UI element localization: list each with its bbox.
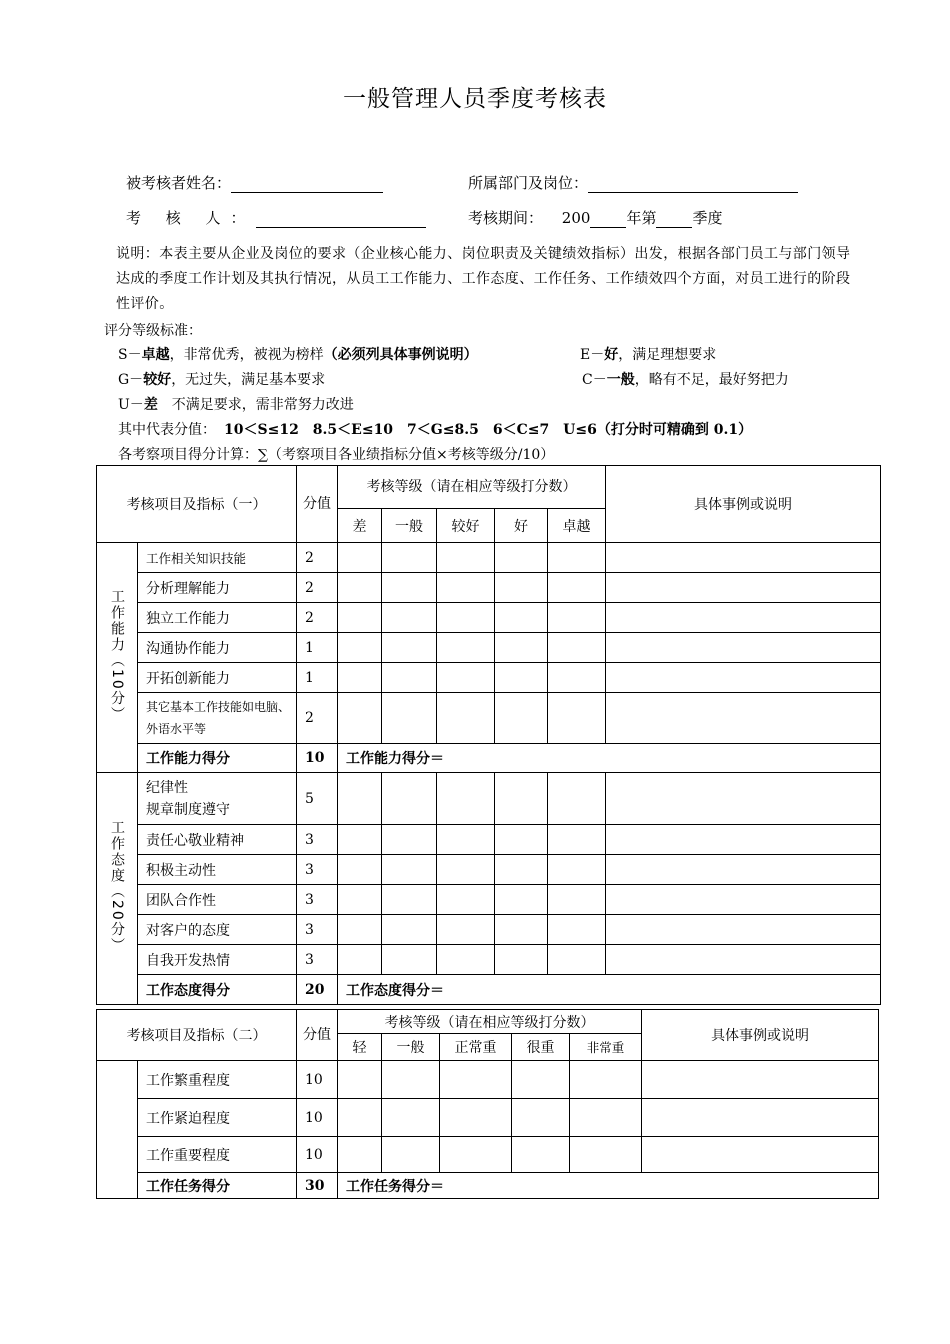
item-score: 1: [297, 663, 338, 693]
quarter-blank[interactable]: [656, 211, 692, 228]
grade-cell[interactable]: [437, 573, 495, 603]
remark-cell[interactable]: [606, 773, 881, 825]
grade-cell[interactable]: [382, 773, 437, 825]
item-name: 对客户的态度: [138, 915, 297, 945]
total-row: [97, 744, 881, 773]
grade-cell[interactable]: [382, 1061, 440, 1099]
grade-cell[interactable]: [338, 915, 382, 945]
grade-e: E－好，满足理想要求: [580, 347, 717, 363]
item-score: 5: [297, 773, 338, 825]
name-label: 被考核者姓名：: [126, 174, 232, 192]
grade-s: S－卓越，非常优秀，被视为榜样（必须列具体事例说明）: [118, 347, 478, 363]
total-label: 工作态度得分: [138, 975, 297, 1005]
item-name: 沟通协作能力: [138, 633, 297, 663]
table-row: [97, 1137, 879, 1173]
grade-cell[interactable]: [338, 855, 382, 885]
item-name: 责任心敬业精神: [138, 825, 297, 855]
col-score-header: 分值: [297, 466, 338, 543]
grade-cell[interactable]: [338, 603, 382, 633]
item-score: 3: [297, 915, 338, 945]
period-quarter-suffix: 季度: [692, 209, 723, 227]
item-score: 2: [297, 543, 338, 573]
score-formula: 各考察项目得分计算：∑（考察项目各业绩指标分值×考核等级分/10）: [118, 447, 555, 463]
grade-cell[interactable]: [548, 915, 606, 945]
grade-header: 卓越: [548, 509, 606, 543]
grade-cell[interactable]: [382, 603, 437, 633]
grade-header: 好: [495, 509, 548, 543]
dept-label: 所属部门及岗位：: [468, 174, 589, 192]
grade-cell[interactable]: [437, 633, 495, 663]
item-name: 分析理解能力: [138, 573, 297, 603]
col-score-header: 分值: [297, 1010, 338, 1061]
grade-header: 轻: [338, 1034, 382, 1061]
grade-cell[interactable]: [382, 693, 437, 744]
table-row: [97, 1099, 879, 1137]
item-name: 积极主动性: [138, 855, 297, 885]
grade-cell[interactable]: [548, 693, 606, 744]
total-result[interactable]: 工作任务得分＝: [338, 1173, 879, 1199]
grade-cell[interactable]: [382, 945, 437, 975]
grade-cell[interactable]: [495, 825, 548, 855]
grade-cell[interactable]: [495, 945, 548, 975]
grade-cell[interactable]: [548, 603, 606, 633]
grade-cell[interactable]: [437, 663, 495, 693]
grade-cell[interactable]: [338, 825, 382, 855]
col-item-header: 考核项目及指标（一）: [97, 466, 297, 543]
total-row: [97, 1173, 879, 1199]
period-year-prefix: 200: [561, 209, 591, 227]
grade-cell[interactable]: [382, 1137, 440, 1173]
grade-cell[interactable]: [440, 1137, 512, 1173]
remark-cell[interactable]: [606, 603, 881, 633]
grade-header: 非常重: [570, 1034, 642, 1061]
grade-header: 很重: [512, 1034, 570, 1061]
total-score: 10: [297, 744, 338, 773]
remark-cell[interactable]: [606, 543, 881, 573]
table-row: [97, 633, 881, 663]
grade-cell[interactable]: [338, 885, 382, 915]
item-score: 10: [297, 1061, 338, 1099]
table-row: [97, 945, 881, 975]
item-score: 3: [297, 945, 338, 975]
grade-cell[interactable]: [495, 663, 548, 693]
grade-cell[interactable]: [495, 573, 548, 603]
item-name: 工作繁重程度: [138, 1061, 297, 1099]
remark-cell[interactable]: [642, 1137, 879, 1173]
item-name: 工作相关知识技能: [138, 543, 297, 573]
item-name: 开拓创新能力: [138, 663, 297, 693]
grade-cell[interactable]: [548, 945, 606, 975]
item-name: 自我开发热情: [138, 945, 297, 975]
period-label: 考核期间：: [468, 209, 544, 227]
remark-cell[interactable]: [606, 693, 881, 744]
grade-c: C－一般，略有不足，最好努把力: [582, 372, 789, 388]
grade-cell[interactable]: [495, 915, 548, 945]
total-row: [97, 975, 881, 1005]
total-result[interactable]: 工作态度得分＝: [338, 975, 881, 1005]
grading-label: 评分等级标准：: [104, 323, 202, 339]
reviewer-label: 考 核 人：: [126, 209, 256, 227]
grade-cell[interactable]: [382, 915, 437, 945]
total-score: 30: [297, 1173, 338, 1199]
remark-cell[interactable]: [606, 825, 881, 855]
item-score: 3: [297, 825, 338, 855]
item-score: 2: [297, 603, 338, 633]
grade-header: 较好: [437, 509, 495, 543]
grade-cell[interactable]: [437, 773, 495, 825]
grade-cell[interactable]: [382, 885, 437, 915]
grade-cell[interactable]: [495, 693, 548, 744]
dept-blank[interactable]: [588, 174, 798, 193]
table-row: [97, 773, 881, 825]
table-row: [97, 885, 881, 915]
grade-cell[interactable]: [548, 633, 606, 663]
grade-header: 一般: [382, 1034, 440, 1061]
reviewer-blank[interactable]: [256, 209, 426, 228]
section-ability-label: 工作能力（10分）: [97, 543, 138, 773]
grade-cell[interactable]: [440, 1061, 512, 1099]
grade-cell[interactable]: [338, 1061, 382, 1099]
grade-cell[interactable]: [382, 543, 437, 573]
item-name: 工作重要程度: [138, 1137, 297, 1173]
table-row: [97, 663, 881, 693]
grade-cell[interactable]: [570, 1137, 642, 1173]
total-result[interactable]: 工作能力得分＝: [338, 744, 881, 773]
grade-cell[interactable]: [548, 825, 606, 855]
grade-cell[interactable]: [382, 825, 437, 855]
section-attitude-label: 工作态度（20分）: [97, 773, 138, 1005]
table-row: [97, 825, 881, 855]
year-blank[interactable]: [590, 211, 626, 228]
page-title: 一般管理人员季度考核表: [343, 86, 607, 112]
table-row: [97, 1061, 879, 1099]
grade-g: G－较好，无过失，满足基本要求: [118, 372, 326, 388]
grade-cell[interactable]: [382, 1099, 440, 1137]
remark-cell[interactable]: [606, 573, 881, 603]
assessment-table-one: [96, 465, 881, 1005]
grade-cell[interactable]: [570, 1099, 642, 1137]
grade-cell[interactable]: [548, 885, 606, 915]
grade-u: U－差 不满足要求，需非常努力改进: [118, 397, 354, 413]
grade-cell[interactable]: [548, 573, 606, 603]
period-field[interactable]: [468, 207, 722, 228]
table-row: [97, 693, 881, 744]
table-row: [97, 543, 881, 573]
table-row: [97, 855, 881, 885]
grade-header: 一般: [382, 509, 437, 543]
grade-cell[interactable]: [495, 773, 548, 825]
grade-cell[interactable]: [338, 573, 382, 603]
col-grade-header: 考核等级（请在相应等级打分数）: [338, 466, 606, 509]
remark-cell[interactable]: [606, 663, 881, 693]
grade-cell[interactable]: [382, 855, 437, 885]
item-score: 10: [297, 1137, 338, 1173]
grade-cell[interactable]: [338, 1099, 382, 1137]
grade-cell[interactable]: [495, 543, 548, 573]
grade-cell[interactable]: [548, 543, 606, 573]
item-name: 独立工作能力: [138, 603, 297, 633]
grade-cell[interactable]: [338, 633, 382, 663]
grade-values: 其中代表分值： 10＜S≤12 8.5＜E≤10 7＜G≤8.5 6＜C≤7 U≤6（打分时可精确到 0.1）: [118, 422, 753, 438]
col-item-header: 考核项目及指标（二）: [97, 1010, 297, 1061]
grade-cell[interactable]: [437, 825, 495, 855]
total-label: 工作能力得分: [138, 744, 297, 773]
grade-cell[interactable]: [382, 573, 437, 603]
item-score: 3: [297, 885, 338, 915]
grade-cell[interactable]: [382, 633, 437, 663]
col-remark-header: 具体事例或说明: [606, 466, 881, 543]
remark-cell[interactable]: [642, 1099, 879, 1137]
grade-cell[interactable]: [495, 603, 548, 633]
grade-header: 差: [338, 509, 382, 543]
grade-cell[interactable]: [512, 1137, 570, 1173]
remark-cell[interactable]: [606, 945, 881, 975]
table-row: [97, 573, 881, 603]
item-name: 其它基本工作技能如电脑、外语水平等: [138, 693, 297, 744]
reviewer-field[interactable]: [126, 207, 426, 228]
item-name: 团队合作性: [138, 885, 297, 915]
grade-cell[interactable]: [437, 945, 495, 975]
grade-cell[interactable]: [338, 1137, 382, 1173]
grade-cell[interactable]: [437, 855, 495, 885]
remark-cell[interactable]: [606, 633, 881, 663]
total-label: 工作任务得分: [138, 1173, 297, 1199]
description: 说明：本表主要从企业及岗位的要求（企业核心能力、岗位职责及关键绩效指标）出发，根据各部门员工与部门领导达成的季度工作计划及其执行情况，从员工工作能力、工作态度、工作任务、工作绩效四个方面，对员工进行的阶段性评价。: [116, 246, 851, 312]
col-remark-header: 具体事例或说明: [642, 1010, 879, 1061]
grade-cell[interactable]: [495, 633, 548, 663]
remark-cell[interactable]: [606, 885, 881, 915]
grade-cell[interactable]: [548, 663, 606, 693]
item-name: 纪律性 规章制度遵守: [138, 773, 297, 825]
grade-cell[interactable]: [338, 945, 382, 975]
period-year-suffix: 年第: [626, 209, 657, 227]
section-task-label: [97, 1061, 138, 1199]
table-row: [97, 603, 881, 633]
grade-header: 正常重: [440, 1034, 512, 1061]
item-score: 2: [297, 573, 338, 603]
grade-cell[interactable]: [338, 773, 382, 825]
grade-cell[interactable]: [338, 693, 382, 744]
item-score: 3: [297, 855, 338, 885]
name-field[interactable]: [126, 172, 383, 193]
grade-cell[interactable]: [437, 543, 495, 573]
grade-cell[interactable]: [440, 1099, 512, 1137]
grade-cell[interactable]: [437, 915, 495, 945]
col-grade-header: 考核等级（请在相应等级打分数）: [338, 1010, 642, 1034]
dept-field[interactable]: [468, 172, 798, 193]
name-blank[interactable]: [231, 174, 383, 193]
remark-cell[interactable]: [606, 915, 881, 945]
grade-cell[interactable]: [512, 1099, 570, 1137]
item-name: 工作紧迫程度: [138, 1099, 297, 1137]
assessment-table-two: [96, 1009, 879, 1199]
remark-cell[interactable]: [642, 1061, 879, 1099]
grade-cell[interactable]: [570, 1061, 642, 1099]
grade-cell[interactable]: [382, 663, 437, 693]
grade-cell[interactable]: [338, 543, 382, 573]
table-row: [97, 915, 881, 945]
grade-cell[interactable]: [495, 885, 548, 915]
grade-cell[interactable]: [437, 693, 495, 744]
item-score: 10: [297, 1099, 338, 1137]
grade-cell[interactable]: [437, 603, 495, 633]
grade-cell[interactable]: [495, 855, 548, 885]
grade-cell[interactable]: [548, 773, 606, 825]
remark-cell[interactable]: [606, 855, 881, 885]
total-score: 20: [297, 975, 338, 1005]
grade-cell[interactable]: [437, 885, 495, 915]
item-score: 1: [297, 633, 338, 663]
item-score: 2: [297, 693, 338, 744]
grade-cell[interactable]: [338, 663, 382, 693]
grade-cell[interactable]: [548, 855, 606, 885]
grade-cell[interactable]: [512, 1061, 570, 1099]
